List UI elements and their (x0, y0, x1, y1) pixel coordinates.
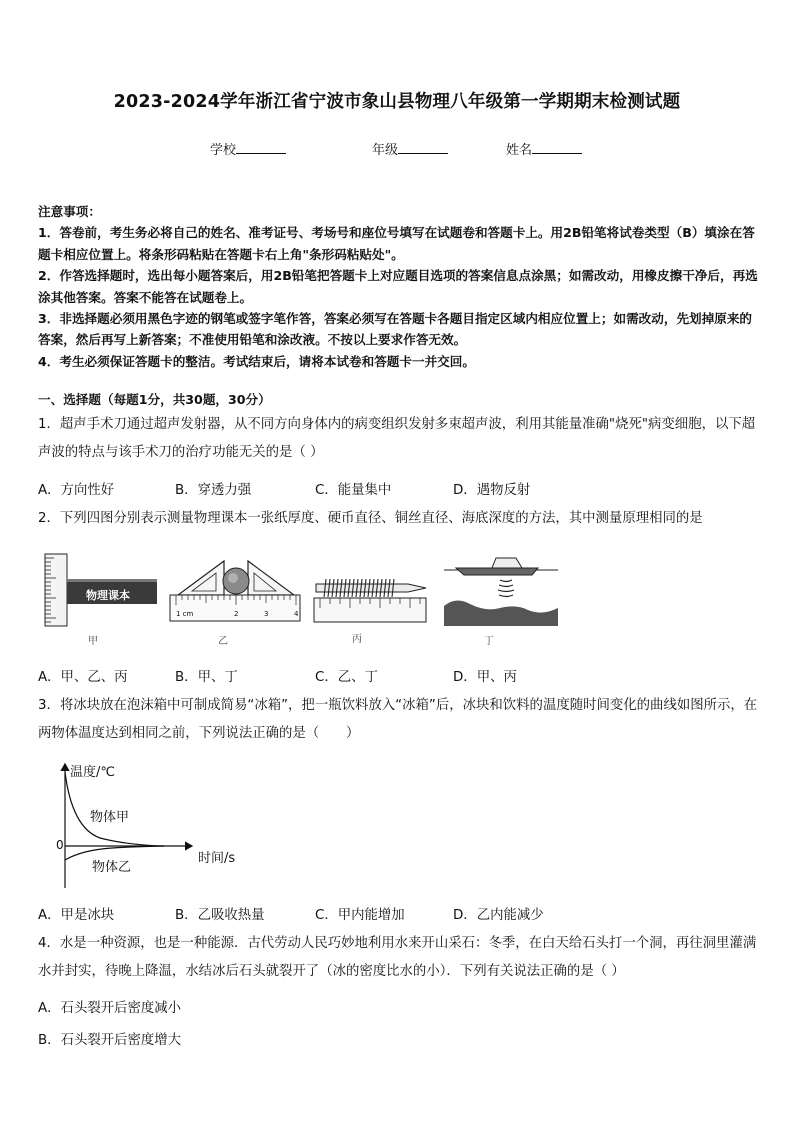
question-1-stem: 1．超声手术刀通过超声发射器，从不同方向身体内的病变组织发射多束超声波，利用其能量准确"烧死"病变细胞，以下超声波的特点与该手术刀的治疗功能无关的是（ ） (38, 417, 756, 460)
school-blank (236, 141, 286, 154)
figure-jia (40, 548, 158, 628)
notice-item: 3．非选择题必须用黑色字迹的钢笔或签字笔作答，答案必须写在答题卡各题目指定区域内相应位置上；如需改动，先划掉原来的答案，然后再写上新答案；不准使用铅笔和涂改液。不按以上要求作答无效。 (38, 311, 753, 348)
ruler-tick-label: 4 (294, 610, 299, 618)
grade-field (372, 139, 448, 158)
temperature-time-graph (52, 758, 262, 890)
notice-heading: 注意事项： (38, 204, 101, 219)
name-field (506, 139, 582, 158)
q4-option-b[interactable]: B．石头裂开后密度增大 (38, 1033, 182, 1048)
sonar-boat-illustration (442, 548, 560, 626)
notice-block (38, 201, 760, 372)
curve-label-jia: 物体甲 (90, 810, 130, 825)
figure-yi (168, 555, 304, 627)
question-3-stem: 3．将冰块放在泡沫箱中可制成简易“冰箱”，把一瓶饮料放入“冰箱”后，冰块和饮料的温度随时间变化的曲线如图所示，在两物体温度达到相同之前，下列说法正确的是（ ） (38, 698, 758, 741)
graph-ylabel: 温度/℃ (70, 765, 115, 780)
curve-label-yi: 物体乙 (92, 860, 132, 875)
exam-title: 2023-2024学年浙江省宁波市象山县物理八年级第一学期期末检测试题 (113, 92, 681, 112)
q3-option-d[interactable]: D．乙内能减少 (453, 908, 544, 923)
q1-option-b[interactable]: B．穿透力强 (175, 483, 252, 498)
q1-option-d[interactable]: D．遇物反射 (453, 483, 531, 498)
q1-option-c[interactable]: C．能量集中 (315, 483, 392, 498)
school-label: 学校 (210, 143, 237, 158)
book-label: 物理课本 (86, 589, 130, 602)
grade-blank (398, 141, 448, 154)
q2-option-d[interactable]: D．甲、丙 (453, 670, 517, 685)
q1-option-a[interactable]: A．方向性好 (38, 483, 115, 498)
ruler-tick-label: 2 (234, 610, 239, 618)
caption-bing: 丙 (352, 634, 362, 645)
question-2-stem: 2．下列四图分别表示测量物理课本一张纸厚度、硬币直径、铜丝直径、海底深度的方法，其中测量原理相同的是 (38, 511, 703, 526)
graph-origin: 0 (56, 838, 64, 852)
graph-xlabel: 时间/s (198, 851, 236, 866)
q3-option-c[interactable]: C．甲内能增加 (315, 908, 405, 923)
caption-yi: 乙 (218, 636, 228, 647)
notice-item: 4．考生必须保证答题卡的整洁。考试结束后，请将本试卷和答题卡一并交回。 (38, 353, 475, 369)
name-label: 姓名 (506, 143, 533, 158)
q3-option-a[interactable]: A．甲是冰块 (38, 908, 115, 923)
ruler-tick-label: 1 cm (176, 610, 194, 618)
q2-option-b[interactable]: B．甲、丁 (175, 670, 238, 685)
ruler-tick-label: 3 (264, 610, 269, 618)
grade-label: 年级 (372, 143, 399, 158)
figure-ding (442, 548, 560, 626)
school-field (210, 139, 286, 158)
q4-option-a[interactable]: A．石头裂开后密度减小 (38, 1001, 182, 1016)
question-4-stem: 4．水是一种资源，也是一种能源．古代劳动人民巧妙地利用水来开山采石：冬季，在白天给石头打一个洞，再往洞里灌满水并封实，待晚上降温，水结冰后石头就裂开了（冰的密度比水的小）．下列有关说法正确的是（ ） (38, 936, 757, 979)
q2-option-a[interactable]: A．甲、乙、丙 (38, 670, 128, 685)
q3-option-b[interactable]: B．乙吸收热量 (175, 908, 265, 923)
figure-bing (312, 568, 432, 626)
caption-ding: 丁 (484, 636, 494, 647)
q2-option-c[interactable]: C．乙、丁 (315, 670, 378, 685)
coil-pencil-illustration (312, 568, 432, 626)
caption-jia: 甲 (88, 636, 98, 647)
notice-item: 2．作答选择题时，选出每小题答案后，用2B铅笔把答题卡上对应题目选项的答案信息点涂黑；如需改动，用橡皮擦干净后，再选涂其他答案。答案不能答在试题卷上。 (38, 268, 758, 305)
name-blank (532, 141, 582, 154)
notice-item: 1．答卷前，考生务必将自己的姓名、准考证号、考场号和座位号填写在试题卷和答题卡上。用2B铅笔将试卷类型（B）填涂在答题卡相应位置上。将条形码粘贴在答题卡右上角"条形码粘贴处"。 (38, 225, 755, 262)
section-heading: 一、选择题（每题1分，共30题，30分） (38, 392, 271, 407)
